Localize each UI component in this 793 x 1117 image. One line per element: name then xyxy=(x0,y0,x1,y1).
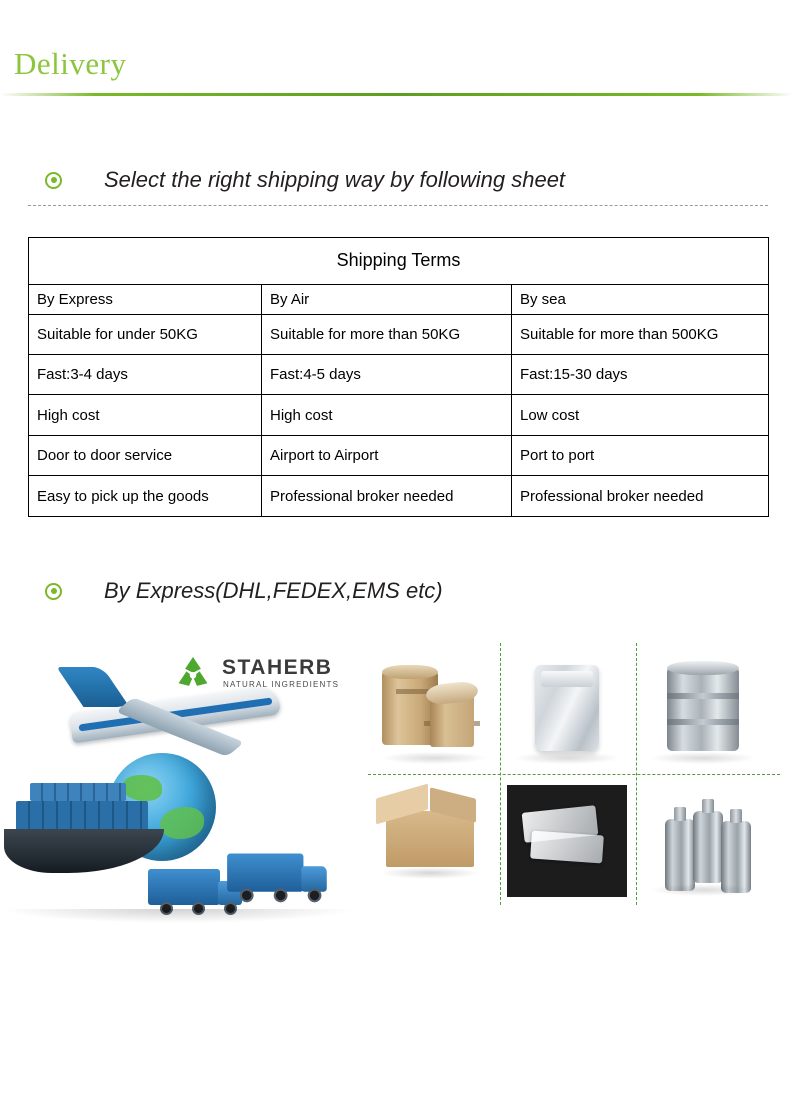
table-header-row xyxy=(29,285,769,315)
table-title-row xyxy=(29,238,769,285)
section-heading-label: By Express(DHL,FEDEX,EMS etc) xyxy=(104,578,443,603)
carton-box-photo xyxy=(368,775,500,906)
table-cell: Professional broker needed xyxy=(262,476,512,517)
shipping-terms-table xyxy=(28,237,769,517)
foil-bag-photo xyxy=(501,643,633,774)
table-cell: Professional broker needed xyxy=(512,476,769,517)
packaging-photo-grid xyxy=(368,643,780,905)
section-heading-shipping-way xyxy=(45,167,565,193)
table-cell: Low cost xyxy=(512,395,769,436)
bottle-neck xyxy=(730,809,742,823)
poly-bag-photo xyxy=(501,775,633,906)
circle-dot-icon xyxy=(45,583,62,600)
shipping-containers-lower xyxy=(16,801,148,831)
steel-drum xyxy=(667,667,739,751)
truck-wheel xyxy=(274,889,288,903)
ground-shadow xyxy=(0,909,355,923)
table-cell: High cost xyxy=(29,395,262,436)
table-cell: Suitable for under 50KG xyxy=(29,315,262,355)
table-title: Shipping Terms xyxy=(29,238,769,285)
carton-box xyxy=(386,811,474,867)
ground-shadow xyxy=(515,752,619,764)
aluminium-bottle-photo xyxy=(637,775,769,906)
truck-trailer xyxy=(227,854,303,892)
table-cell: Airport to Airport xyxy=(262,436,512,476)
staherb-logo-name: STAHERB xyxy=(222,656,333,679)
table-row xyxy=(29,436,769,476)
table-cell: Door to door service xyxy=(29,436,262,476)
shipping-containers-upper xyxy=(30,783,126,801)
staherb-recycle-mark-icon xyxy=(172,653,214,695)
section-heading-express xyxy=(45,578,443,604)
table-cell: High cost xyxy=(262,395,512,436)
table-cell: Suitable for more than 50KG xyxy=(262,315,512,355)
circle-dot-icon xyxy=(45,172,62,189)
steel-drum-rib xyxy=(667,719,739,725)
fiber-drum-lid xyxy=(382,665,438,679)
steel-drum-top xyxy=(667,661,739,675)
bottle-neck xyxy=(702,799,714,813)
table-cell: Fast:4-5 days xyxy=(262,355,512,395)
media-area xyxy=(0,625,793,965)
staherb-logo-tagline: NATURAL INGREDIENTS xyxy=(223,680,340,689)
aluminium-bottle xyxy=(665,819,695,891)
bottle-neck xyxy=(674,807,686,821)
steel-drum-photo xyxy=(637,643,769,774)
fiber-drum-photo xyxy=(368,643,500,774)
airplane-icon xyxy=(57,667,130,707)
table-column-header: By Air xyxy=(262,285,512,315)
table-column-header: By sea xyxy=(512,285,769,315)
table-cell: Port to port xyxy=(512,436,769,476)
ground-shadow xyxy=(380,867,480,879)
header-divider xyxy=(0,93,793,96)
foil-bag xyxy=(535,665,599,751)
cargo-ship-icon xyxy=(4,829,164,873)
truck-wheel xyxy=(240,889,254,903)
table-cell: Easy to pick up the goods xyxy=(29,476,262,517)
table-row xyxy=(29,395,769,436)
aluminium-bottle xyxy=(721,821,751,893)
aluminium-bottle xyxy=(693,811,723,883)
page-title: Delivery xyxy=(14,46,127,81)
table-cell: Suitable for more than 500KG xyxy=(512,315,769,355)
ground-shadow xyxy=(382,752,486,764)
steel-drum-rib xyxy=(667,693,739,699)
page-header xyxy=(0,46,793,98)
ground-shadow xyxy=(651,884,755,896)
table-row xyxy=(29,476,769,517)
staherb-logo xyxy=(172,653,352,699)
ground-shadow xyxy=(651,752,755,764)
table-column-header: By Express xyxy=(29,285,262,315)
table-cell: Fast:15-30 days xyxy=(512,355,769,395)
truck-icon xyxy=(227,854,329,905)
section-divider xyxy=(28,205,768,206)
section-heading-label: Select the right shipping way by following sheet xyxy=(104,167,566,192)
table-cell: Fast:3-4 days xyxy=(29,355,262,395)
table-row xyxy=(29,355,769,395)
table-row xyxy=(29,315,769,355)
truck-trailer xyxy=(148,869,220,905)
truck-wheel xyxy=(308,889,322,903)
poly-bag xyxy=(530,831,604,864)
